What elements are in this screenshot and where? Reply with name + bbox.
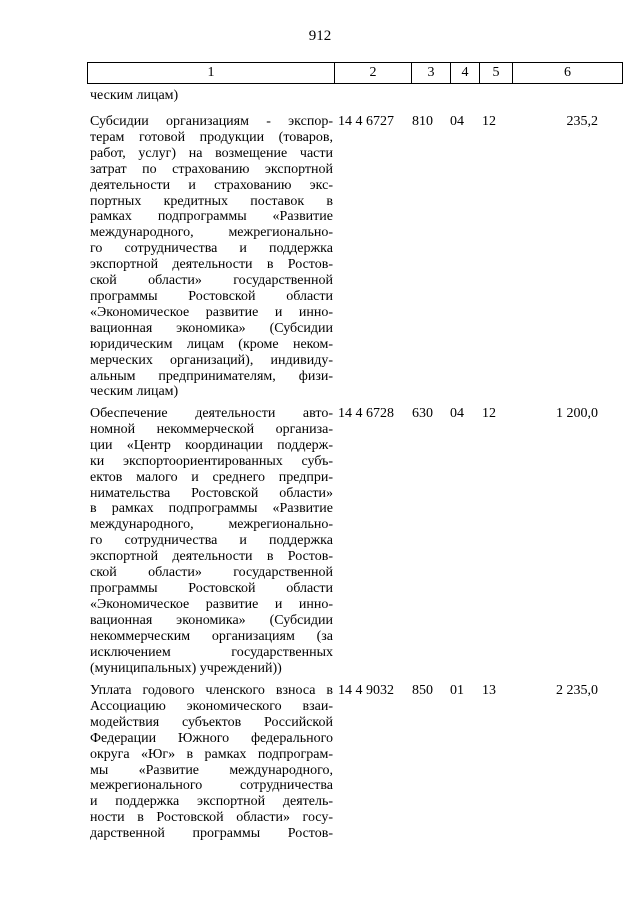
description-line: терам готовой продукции (товаров, [90, 129, 333, 145]
description-line: ектов малого и среднего предпри- [90, 469, 333, 485]
description-line: и поддержка экспортной деятель- [90, 794, 333, 810]
description-line: номной некоммерческой организа- [90, 421, 333, 437]
description-line: альным предпринимателям, физи- [90, 368, 333, 384]
description-line: ности в Ростовской области» госу- [90, 810, 333, 826]
sum-cell: 235,2 [566, 114, 598, 129]
pr-cell: 12 [482, 114, 496, 129]
pr-cell: 12 [482, 406, 496, 421]
description-line: Федерации Южного федерального [90, 730, 333, 746]
description-line: затрат по страхованию экспортной [90, 161, 333, 177]
description-line: Уплата годового членского взноса в [90, 683, 333, 698]
code-cell: 14 4 6727 [338, 114, 394, 129]
description-line: ской области» государственной [90, 273, 333, 289]
rz-cell: 01 [450, 683, 464, 698]
description-line: Субсидии организациям - экспор- [90, 114, 333, 129]
description-line: работ, услуг) на возмещение части [90, 145, 333, 161]
header-col-2: 2 [335, 63, 412, 84]
description-line: международного, межрегионально- [90, 517, 333, 533]
header-col-4: 4 [451, 63, 480, 84]
description-line: «Экономическое развитие и инно- [90, 596, 333, 612]
description-line: мы «Развитие международного, [90, 762, 333, 778]
row-description [90, 683, 333, 842]
description-line: (муниципальных) учреждений)) [90, 660, 282, 676]
description-line: ческим лицам) [90, 384, 179, 400]
description-line: программы Ростовской области [90, 580, 333, 596]
description-line: некоммерческим организациям (за [90, 628, 333, 644]
description-line: межрегионального сотрудничества [90, 778, 333, 794]
table-header [87, 62, 623, 84]
rz-cell: 04 [450, 406, 464, 421]
header-col-1: 1 [88, 63, 335, 84]
header-col-3: 3 [412, 63, 451, 84]
header-col-6: 6 [513, 63, 623, 84]
description-line: Обеспечение деятельности авто- [90, 406, 333, 421]
description-line: вационная экономика» (Субсидии [90, 320, 333, 336]
code-cell: 14 4 9032 [338, 683, 394, 698]
description-line: «Экономическое развитие и инно- [90, 304, 333, 320]
description-line: экспортной деятельности в Ростов- [90, 257, 333, 273]
description-line: ской области» государственной [90, 565, 333, 581]
description-line: ческим лицам) [90, 88, 179, 103]
description-line: экспортной деятельности в Ростов- [90, 549, 333, 565]
description-line: модействия субъектов Российской [90, 714, 333, 730]
description-line: программы Ростовской области [90, 288, 333, 304]
code-cell: 14 4 6728 [338, 406, 394, 421]
description-line: рамках подпрограммы «Развитие [90, 209, 333, 225]
description-line: юридическим лицам (кроме неком- [90, 336, 333, 352]
sum-cell: 1 200,0 [556, 406, 598, 421]
description-line: ции «Центр координации поддерж- [90, 437, 333, 453]
header-col-5: 5 [480, 63, 513, 84]
description-line: округа «Юг» в рамках подпрограм- [90, 746, 333, 762]
description-line: нимательства Ростовской области» [90, 485, 333, 501]
description-line: го сотрудничества и поддержка [90, 241, 333, 257]
sum-cell: 2 235,0 [556, 683, 598, 698]
row-description [90, 114, 333, 400]
vr-cell: 810 [412, 114, 433, 129]
description-line: дарственной программы Ростов- [90, 826, 333, 842]
vr-cell: 630 [412, 406, 433, 421]
description-line: ки экспортоориентированных субъ- [90, 453, 333, 469]
description-line: Ассоциацию экономического взаи- [90, 698, 333, 714]
description-line: го сотрудничества и поддержка [90, 533, 333, 549]
description-line: исключением государственных [90, 644, 333, 660]
description-line: в рамках подпрограммы «Развитие [90, 501, 333, 517]
vr-cell: 850 [412, 683, 433, 698]
continuation-text [90, 88, 333, 104]
description-line: портных кредитных поставок в [90, 193, 333, 209]
description-line: мерческих организаций), индивиду- [90, 352, 333, 368]
pr-cell: 13 [482, 683, 496, 698]
description-line: вационная экономика» (Субсидии [90, 612, 333, 628]
rz-cell: 04 [450, 114, 464, 129]
row-description [90, 406, 333, 676]
description-line: деятельности и страхованию экс- [90, 177, 333, 193]
description-line: международного, межрегионально- [90, 225, 333, 241]
page-number: 912 [308, 28, 332, 44]
